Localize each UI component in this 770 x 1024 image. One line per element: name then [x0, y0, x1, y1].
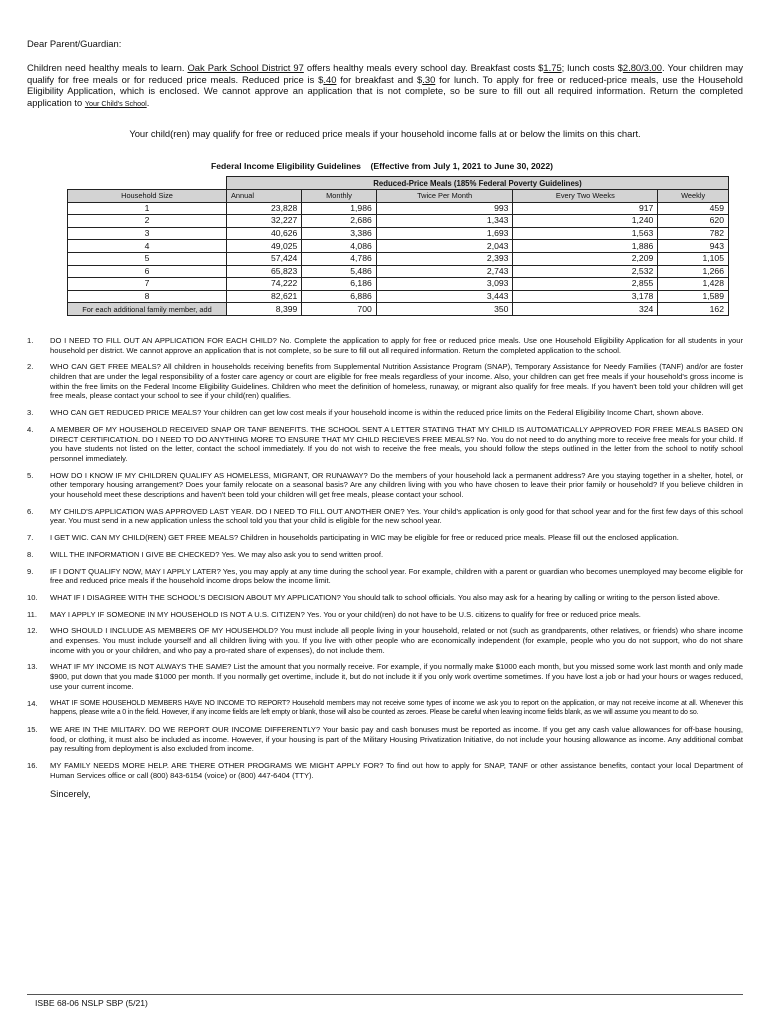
faq-number: 15.	[27, 725, 38, 734]
faq-number: 6.	[27, 506, 34, 516]
table-row	[68, 227, 729, 240]
column-header: Every Two Weeks	[513, 189, 658, 202]
income-cell: 23,828	[227, 202, 302, 215]
reduced-breakfast-price: .40	[323, 73, 337, 85]
breakfast-cost: 1.75	[543, 62, 562, 73]
faq-item	[27, 626, 743, 655]
column-header: Household Size	[68, 189, 227, 202]
household-size-cell: 6	[68, 265, 227, 278]
household-size-cell: 4	[68, 240, 227, 253]
letter-page	[27, 38, 743, 799]
greeting: Dear Parent/Guardian:	[27, 38, 122, 49]
faq-list	[27, 336, 743, 781]
income-cell: 4,786	[302, 252, 376, 265]
faq-number: 4.	[27, 424, 34, 434]
faq-number: 13.	[27, 662, 38, 672]
faq-text: WHAT IF MY INCOME IS NOT ALWAYS THE SAME? List the amount that you normally receive. For example, if you normally make $1000 each month, but you missed some work last month and only made $900, put down that you made $1000 per month. If you normally get overtime, include it, but do not include it if you only work overtime sometimes. If you have lost a job or had your hours or wages reduced, use your current income.	[50, 662, 743, 691]
income-cell: 3,386	[302, 227, 376, 240]
faq-item	[27, 533, 743, 543]
table-row	[68, 240, 729, 253]
household-size-cell: For each additional family member, add	[68, 303, 227, 316]
table-title: Federal Income Eligibility Guidelines (Effective from July 1, 2021 to June 30, 2022)	[211, 161, 553, 172]
faq-item	[27, 425, 743, 464]
faq-item	[27, 761, 743, 780]
faq-number: 16.	[27, 761, 38, 771]
income-cell: 82,621	[227, 290, 302, 303]
return-to-field: Your Child's School	[84, 98, 147, 108]
faq-item	[27, 699, 743, 718]
income-cell: 1,428	[658, 278, 729, 291]
faq-text: WHAT IF I DISAGREE WITH THE SCHOOL'S DECISION ABOUT MY APPLICATION? You should talk to school officials. You also may ask for a hearing by calling or writing to the person listed above.	[50, 592, 720, 602]
income-cell: 49,025	[227, 240, 302, 253]
column-header: Weekly	[658, 189, 729, 202]
income-cell: 1,886	[513, 240, 658, 253]
faq-text: MY FAMILY NEEDS MORE HELP. ARE THERE OTHER PROGRAMS WE MIGHT APPLY FOR? To find out how to apply for SNAP, TANF or other assistance benefits, contact your local Department of Human Services office or call (800) 843-6154 (voice) or (800) 447-6404 (TTY).	[50, 761, 743, 780]
table-row	[68, 290, 729, 303]
faq-item	[27, 471, 743, 500]
income-cell: 8,399	[227, 303, 302, 316]
household-size-cell: 3	[68, 227, 227, 240]
income-cell: 2,532	[513, 265, 658, 278]
household-size-cell: 8	[68, 290, 227, 303]
faq-number: 7.	[27, 533, 34, 543]
income-cell: 2,686	[302, 215, 376, 228]
faq-text: WHO CAN GET FREE MEALS? All children in households receiving benefits from Supplemental Nutrition Assistance Program (SNAP), Temporary Assistance for Needy Families (TANF) and/or are foster children that are under the legal responsibility of a foster care agency or court are eligible for free meals regardless of your income. Also, your children can get free meals if your household's gross income is within the free limits on the Federal Income Eligibility Guidelines. Children who meet the definition of homeless, runaway, or migrant also qualify for free meals. If you haven't been told your children will get free meals, please contact your school to see if your child(ren) qualifies.	[50, 362, 743, 401]
lunch-cost: 2.80/3.00	[622, 62, 662, 73]
faq-item	[27, 610, 743, 620]
faq-text: DO I NEED TO FILL OUT AN APPLICATION FOR EACH CHILD? No. Complete the application to apply for free or reduced price meals. Use one Household Eligibility Application for all students in your household per district. We cannot approve an application that is not complete, so be sure to fill out all required information. Return the completed application to the school.	[50, 335, 743, 355]
table-corner	[68, 177, 227, 190]
income-cell: 2,209	[513, 252, 658, 265]
income-cell: 2,743	[376, 265, 513, 278]
intro-text: for breakfast and $	[336, 73, 423, 85]
faq-item	[27, 507, 743, 526]
faq-number: 3.	[27, 408, 34, 418]
faq-text: WHO SHOULD I INCLUDE AS MEMBERS OF MY HOUSEHOLD? You must include all people living in your household, related or not (such as grandparents, other relatives, or friends) who share income and expenses. You must include yourself and all children living with you. If you live with other people who are economically independent (for example, people who you do not support, who do not share income with you or your children, and who pay a pro-rated share of expenses), do not include them.	[50, 626, 743, 655]
income-cell: 1,693	[376, 227, 513, 240]
faq-text: WE ARE IN THE MILITARY. DO WE REPORT OUR INCOME DIFFERENTLY? Your basic pay and cash bonuses must be reported as income. If you get any cash value allowances for off-base housing, food, or clothing, it must also be included as income. However, if your housing is part of the Military Housing Privatization Initiative, do not include your housing allowance as income. Any additional combat pay resulting from deployment is also excluded from income.	[50, 725, 743, 754]
household-size-cell: 2	[68, 215, 227, 228]
reduced-lunch-price: .30	[422, 73, 436, 85]
intro-text: ; lunch costs $	[561, 62, 623, 73]
income-cell: 1,343	[376, 215, 513, 228]
faq-number: 11.	[27, 609, 37, 619]
income-cell: 1,105	[658, 252, 729, 265]
faq-item	[27, 550, 743, 560]
income-cell: 5,486	[302, 265, 376, 278]
intro-text: .	[146, 96, 150, 108]
income-cell: 57,424	[227, 252, 302, 265]
income-cell: 620	[658, 215, 729, 228]
income-cell: 1,266	[658, 265, 729, 278]
faq-text: IF I DON'T QUALIFY NOW, MAY I APPLY LATER? Yes, you may apply at any time during the school year. For example, children with a parent or guardian who becomes unemployed may become eligible for free and reduced price meals if the household income drops below the income limit.	[50, 566, 743, 586]
table-row	[68, 265, 729, 278]
intro-text: offers healthy meals every school day. Breakfast costs $	[303, 62, 544, 73]
income-cell: 74,222	[227, 278, 302, 291]
faq-item	[27, 362, 743, 401]
column-header: Twice Per Month	[376, 189, 513, 202]
faq-text: WILL THE INFORMATION I GIVE BE CHECKED? Yes. We may also ask you to send written proof.	[50, 549, 384, 559]
household-size-cell: 7	[68, 278, 227, 291]
column-header: Annual	[227, 189, 302, 202]
faq-number: 8.	[27, 549, 34, 559]
faq-item	[27, 593, 743, 603]
income-cell: 2,043	[376, 240, 513, 253]
income-eligibility-table	[67, 176, 729, 316]
income-cell: 162	[658, 303, 729, 316]
table-row	[68, 215, 729, 228]
faq-number: 14.	[27, 698, 38, 708]
income-cell: 32,227	[227, 215, 302, 228]
intro-text: for lunch. To apply for free or reduced-price meals, use the Household Eligibility Application, which is enclosed. We cannot approve an application that is not complete, so be sure to fill out all required information. Return the completed application to	[27, 73, 744, 108]
group-header: Reduced-Price Meals (185% Federal Poverty Guidelines)	[227, 177, 729, 190]
income-cell: 324	[513, 303, 658, 316]
table-row	[68, 202, 729, 215]
income-cell: 1,563	[513, 227, 658, 240]
income-cell: 3,093	[376, 278, 513, 291]
income-cell: 2,393	[376, 252, 513, 265]
income-cell: 1,589	[658, 290, 729, 303]
faq-number: 10.	[27, 592, 38, 602]
income-cell: 917	[513, 202, 658, 215]
footer-divider	[27, 994, 743, 995]
income-cell: 40,626	[227, 227, 302, 240]
faq-number: 1.	[27, 335, 34, 345]
faq-text: WHO CAN GET REDUCED PRICE MEALS? Your children can get low cost meals if your household income is within the reduced price limits on the Federal Eligibility Income Chart, shown above.	[50, 408, 704, 418]
income-cell: 6,886	[302, 290, 376, 303]
table-row	[68, 303, 729, 316]
qualify-statement: Your child(ren) may qualify for free or reduced price meals if your household income falls at or below the limits on this chart.	[129, 128, 641, 140]
household-size-cell: 5	[68, 252, 227, 265]
faq-number: 5.	[27, 470, 34, 480]
faq-text: WHAT IF SOME HOUSEHOLD MEMBERS HAVE NO INCOME TO REPORT? Household members may not receive some types of income we ask you to report on the application, or may not receive income at all. Whenever this happens, please write a 0 in the field. However, if any income fields are left empty or blank, those will also be counted as zeroes. Please be careful when leaving income fields blank, as we will assume you meant to do so.	[50, 699, 743, 717]
faq-item	[27, 336, 743, 355]
faq-number: 12.	[27, 626, 38, 636]
income-cell: 6,186	[302, 278, 376, 291]
intro-text: Children need healthy meals to learn.	[27, 62, 188, 73]
income-cell: 65,823	[227, 265, 302, 278]
faq-item	[27, 567, 743, 586]
income-cell: 3,443	[376, 290, 513, 303]
table-row	[68, 252, 729, 265]
district-name: Oak Park School District 97	[187, 62, 304, 73]
household-size-cell: 1	[68, 202, 227, 215]
faq-text: MY CHILD'S APPLICATION WAS APPROVED LAST YEAR. DO I NEED TO FILL OUT ANOTHER ONE? Yes. Your child's application is only good for that school year and for the first few days of this school year. You must send in a new application unless the school told you that your child is eligible for the new school year.	[50, 506, 743, 526]
income-cell: 1,986	[302, 202, 376, 215]
faq-text: MAY I APPLY IF SOMEONE IN MY HOUSEHOLD IS NOT A U.S. CITIZEN? Yes. You or your child(ren) do not have to be U.S. citizens to qualify for free or reduced price meals.	[50, 609, 641, 619]
faq-text: A MEMBER OF MY HOUSEHOLD RECEIVED SNAP OR TANF BENEFITS. THE SCHOOL SENT A LETTER STATING THAT MY CHILD IS AUTOMATICALLY APPROVED FOR FREE MEALS BASED ON DIRECT CERTIFICATION. DO I NEED TO DO ANYTHING MORE TO ENSURE THAT MY CHILD RECIEVES FREE MEALS? No. You do not need to do anything more to receive free meals for your child. If you have students not listed on the letter, contact the school immediately. If you do not wish to receive the free meals, you should follow the steps outlined in the letter from the school to notify school personnel immediately.	[50, 424, 743, 463]
income-cell: 1,240	[513, 215, 658, 228]
faq-text: HOW DO I KNOW IF MY CHILDREN QUALIFY AS HOMELESS, MIGRANT, OR RUNAWAY? Do the members of your household lack a permanent address? Are you staying together in a shelter, hotel, or other temporary housing arrangement? Does your family relocate on a seasonal basis? Are any children living with you who have chosen to leave their prior family or household? If you believe children in your household meet these descriptions and haven't been told your children will get free meals, please contact your school.	[50, 470, 743, 500]
faq-item	[27, 725, 743, 754]
faq-text: I GET WIC. CAN MY CHILD(REN) GET FREE MEALS? Children in households participating in WIC may be eligible for free or reduced price meals. Please fill out the enclosed application.	[50, 533, 679, 543]
income-cell: 993	[376, 202, 513, 215]
table-row	[68, 278, 729, 291]
income-cell: 350	[376, 303, 513, 316]
faq-item	[27, 408, 743, 418]
faq-number: 2.	[27, 362, 34, 372]
faq-number: 9.	[27, 566, 34, 576]
income-cell: 943	[658, 240, 729, 253]
income-cell: 782	[658, 227, 729, 240]
column-header: Monthly	[302, 189, 376, 202]
income-cell: 700	[302, 303, 376, 316]
income-cell: 2,855	[513, 278, 658, 291]
income-cell: 4,086	[302, 240, 376, 253]
faq-item	[27, 662, 743, 691]
table-body	[68, 202, 729, 315]
closing: Sincerely,	[50, 787, 91, 799]
form-code: ISBE 68-06 NSLP SBP (5/21)	[35, 998, 148, 1008]
income-cell: 459	[658, 202, 729, 215]
intro-paragraph	[27, 62, 743, 109]
column-header-row	[68, 189, 729, 202]
income-cell: 3,178	[513, 290, 658, 303]
intro-text: . Your children may qualify for free meals or for reduced price meals. Reduced price is $	[27, 62, 744, 85]
